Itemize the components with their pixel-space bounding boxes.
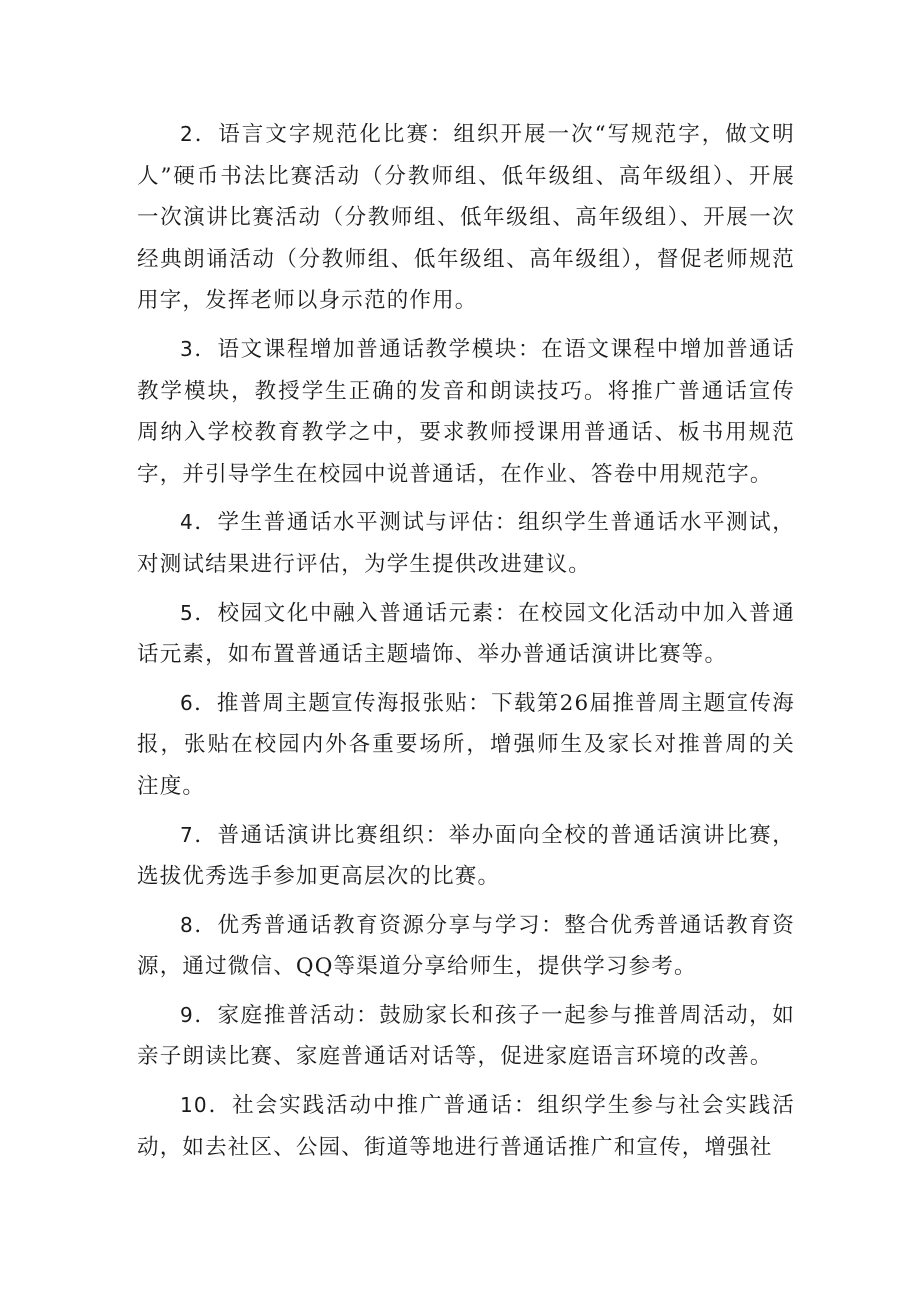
paragraph-item-8 — [137, 905, 795, 988]
paragraph-item-3 — [137, 329, 795, 495]
paragraph-text: ．普通话演讲比赛组织：举办面向全校的普通话演讲比赛，选拔优秀选手参加更高层次的比赛。 — [137, 822, 795, 890]
paragraph-text: ．语言文字规范化比赛：组织开展一次“写规范字，做文明人”硬币书法比赛活动（分教师组、低年级组、高年级组）、开展一次演讲比赛活动（分教师组、低年级组、高年级组）、开展一次经典朗诵活动（分教师组、低年级组、高年级组），督促老师规范用字，发挥老师以身示范的作用。 — [137, 122, 795, 314]
paragraph-text: ．语文课程增加普通话教学模块：在语文课程中增加普通话教学模块，教授学生正确的发音和朗读技巧。将推广普通话宣传周纳入学校教育教学之中，要求教师授课用普通话、板书用规范字，并引导学生在校园中说普通话，在作业、答卷中用规范字。 — [137, 336, 795, 487]
paragraph-item-7 — [137, 815, 795, 898]
paragraph-text: ．学生普通话水平测试与评估：组织学生普通话水平测试，对测试结果进行评估，为学生提供改进建议。 — [137, 510, 795, 577]
paragraph-text: ．社会实践活动中推广普通话：组织学生参与社会实践活动，如去社区、公园、街道等地进行普通话推广和宣传，增强社 — [137, 1093, 795, 1160]
item-number: 2 — [180, 122, 194, 146]
paragraph-item-9 — [137, 995, 795, 1078]
item-number: 7 — [180, 822, 194, 847]
item-number: 10 — [180, 1093, 208, 1118]
paragraph-item-5 — [137, 593, 795, 676]
item-number: 8 — [180, 912, 194, 937]
item-number: 5 — [180, 600, 194, 625]
item-number: 3 — [180, 336, 194, 361]
paragraph-text: ．家庭推普活动：鼓励家长和孩子一起参与推普周活动，如亲子朗读比赛、家庭普通话对话等，促进家庭语言环境的改善。 — [137, 1002, 795, 1070]
paragraph-item-2 — [137, 114, 795, 322]
paragraph-item-10 — [137, 1085, 795, 1168]
paragraph-text: ．优秀普通话教育资源分享与学习：整合优秀普通话教育资源，通过微信、QQ等渠道分享给师生，提供学习参考。 — [137, 912, 795, 980]
item-number: 9 — [180, 1002, 194, 1027]
paragraph-item-6 — [137, 683, 795, 808]
item-number: 6 — [180, 690, 194, 715]
item-number: 4 — [180, 510, 194, 535]
paragraph-text: ．校园文化中融入普通话元素：在校园文化活动中加入普通话元素，如布置普通话主题墙饰、举办普通话演讲比赛等。 — [137, 600, 795, 668]
paragraph-item-4 — [137, 502, 795, 585]
paragraph-text: ．推普周主题宣传海报张贴：下载第26届推普周主题宣传海报，张贴在校园内外各重要场所，增强师生及家长对推普周的关注度。 — [137, 690, 795, 799]
